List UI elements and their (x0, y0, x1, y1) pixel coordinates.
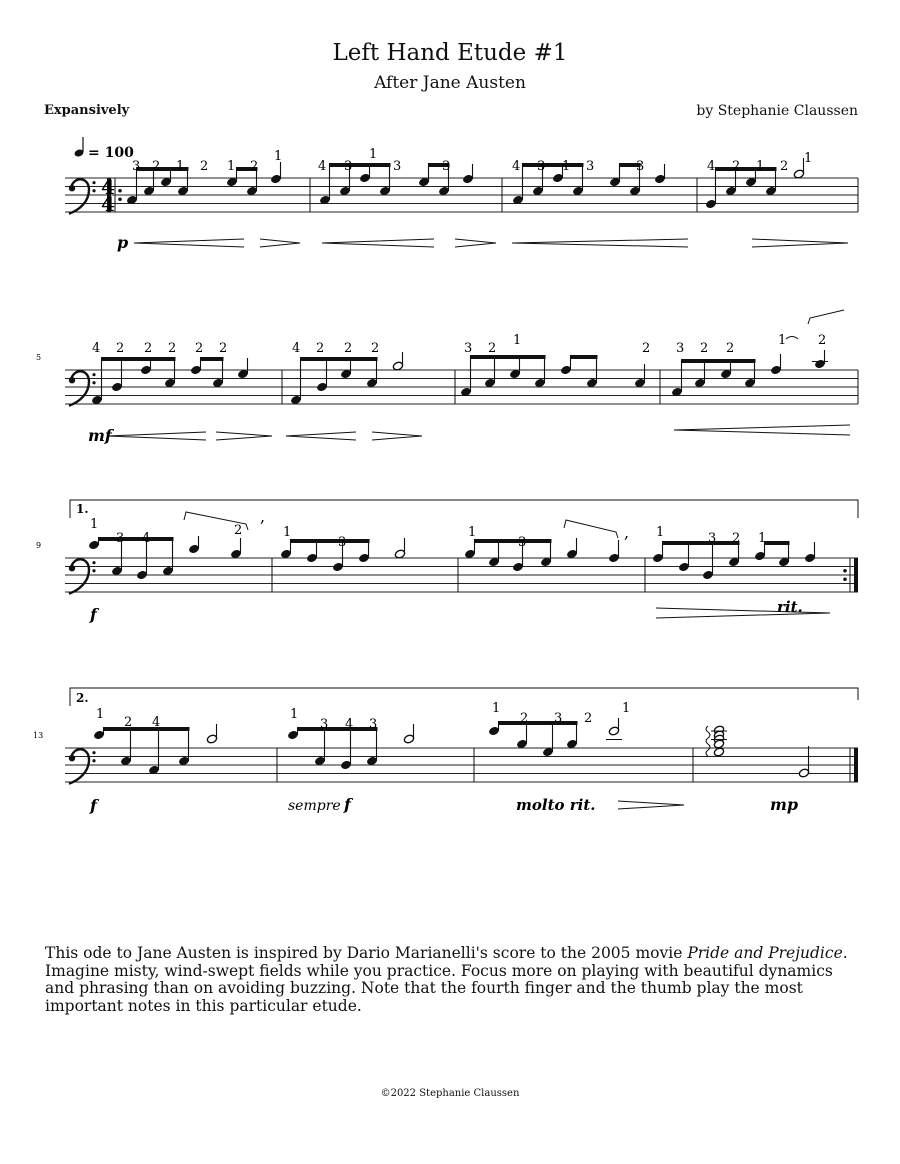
beam (715, 167, 777, 171)
fingering-number: 1 (274, 149, 283, 164)
repeat-end-thick (854, 558, 858, 592)
fingering-number: 1 (283, 525, 292, 540)
bass-clef-icon (69, 371, 96, 405)
beam (522, 163, 584, 167)
bass-clef-icon (69, 179, 96, 213)
beam (764, 541, 790, 545)
fingering-number: 3 (369, 717, 378, 732)
decrescendo-hairpin (618, 801, 684, 809)
fingering-number: 3 (676, 341, 685, 356)
fingering-number: 4 (512, 159, 521, 174)
dynamic-f: f (90, 796, 97, 815)
decrescendo-hairpin (455, 239, 496, 247)
fingering-number: 3 (518, 535, 527, 550)
fingering-number: 1 (176, 159, 185, 174)
fingering-number: 2 (195, 341, 204, 356)
volta-label-second: 2. (76, 691, 89, 705)
fingering-number: 2 (732, 159, 741, 174)
copyright: ©2022 Stephanie Claussen (380, 1088, 520, 1099)
barlines (107, 178, 858, 782)
fingering-number: 2 (250, 159, 259, 174)
fingering-number: 3 (442, 159, 451, 174)
dynamic-sempre-word: sempre (288, 798, 341, 814)
fingering-number: 3 (636, 159, 645, 174)
repeat-dot (843, 577, 847, 581)
fingering-number: 1 (758, 531, 767, 546)
fingering-number: 4 (142, 531, 151, 546)
decrescendo-hairpin (372, 432, 422, 440)
fingering-number: 3 (116, 531, 125, 546)
notes (88, 158, 844, 778)
composer-credit: by Stephanie Claussen (696, 103, 858, 119)
fingering-number: 3 (586, 159, 595, 174)
fingering-number: 2 (234, 523, 243, 538)
fingering-number: 4 (345, 717, 354, 732)
measure-number: 13 (33, 731, 44, 740)
piece-title: Left Hand Etude #1 (332, 40, 568, 66)
crescendo-hairpin (674, 425, 850, 435)
volta-bracket-second (70, 688, 858, 706)
fingering-number: 1 (562, 159, 571, 174)
decrescendo-hairpin (216, 432, 272, 440)
fingering-number: 3 (464, 341, 473, 356)
fingering-number: 1 (492, 701, 501, 716)
repeat-dot (118, 197, 122, 201)
film-title: Pride and Prejudice (687, 944, 843, 962)
hairpins (108, 239, 850, 809)
fingering-number: 2 (144, 341, 153, 356)
volta-label-first: 1. (76, 502, 89, 516)
fingering-number: 1 (756, 159, 765, 174)
fingering-number: 2 (344, 341, 353, 356)
beam (662, 541, 740, 545)
beam (297, 727, 378, 731)
fingering-number: 2 (371, 341, 380, 356)
fingering-number: 3 (708, 531, 717, 546)
beam (474, 539, 552, 543)
notes-text: This ode to Jane Austen is inspired by Dario Marianelli's score to the 2005 movie (45, 944, 688, 962)
fingering-number: 1 (804, 151, 813, 166)
crescendo-hairpin (108, 432, 206, 440)
beam (329, 163, 391, 167)
beam (681, 359, 756, 363)
time-signature (101, 175, 115, 216)
fingering-number: 4 (292, 341, 301, 356)
fingering-number: 1 (290, 707, 299, 722)
fingering-number: 3 (537, 159, 546, 174)
dynamic-mf: mf (88, 426, 112, 445)
fingering-number: 3 (554, 711, 563, 726)
decrescendo-hairpin (260, 239, 300, 247)
fingering-number: 1 (656, 525, 665, 540)
fingering-number: 2 (219, 341, 228, 356)
breath-mark: , (624, 523, 630, 542)
tempo-marking: Expansively (44, 103, 130, 118)
crescendo-hairpin (322, 239, 434, 247)
fingering-number: 1 (778, 333, 787, 348)
fingering-number: 2 (200, 159, 209, 174)
arpeggio-icon (706, 726, 710, 756)
fingering-number: 2 (520, 711, 529, 726)
beam (570, 355, 598, 359)
measure-number: 9 (36, 541, 42, 550)
fingering-number: 2 (168, 341, 177, 356)
fingering-number: 1 (96, 707, 105, 722)
dynamic-f: f (90, 605, 97, 624)
fingering-number: 1 (468, 525, 477, 540)
fingering-number: 1 (227, 159, 236, 174)
decrescendo-hairpin (656, 608, 830, 618)
slur (786, 337, 798, 340)
crescendo-hairpin (134, 239, 244, 247)
metronome-value: = 100 (88, 145, 134, 161)
decrescendo-hairpin (752, 239, 848, 247)
bass-clef-icon (69, 559, 96, 593)
beam (470, 355, 546, 359)
crescendo-hairpin (286, 432, 356, 440)
beam (98, 537, 174, 541)
breath-mark: , (260, 507, 266, 526)
fingering-number: 2 (726, 341, 735, 356)
metronome-mark (74, 137, 135, 161)
fingering-number: 1 (90, 517, 99, 532)
volta-bracket-first (70, 500, 858, 518)
fingering-number: 2 (700, 341, 709, 356)
beam (103, 727, 190, 731)
fingering-number: 2 (316, 341, 325, 356)
fingering-number: 1 (369, 147, 378, 162)
fingering-number: 3 (320, 717, 329, 732)
rit-marking: rit. (777, 598, 803, 616)
fingering-number: 3 (344, 159, 353, 174)
beams (98, 163, 790, 731)
measure-number: 5 (36, 353, 42, 362)
fingering-number: 4 (152, 715, 161, 730)
phrase-bracket (564, 520, 618, 538)
fingering-number: 1 (622, 701, 631, 716)
time-signature-top: 4 (101, 175, 115, 199)
fingering-number: 2 (488, 341, 497, 356)
fingering-number: 2 (584, 711, 593, 726)
fingering-number: 2 (732, 531, 741, 546)
staff-lines (65, 178, 858, 782)
fingering-number: 3 (338, 535, 347, 550)
beam (290, 539, 370, 543)
notes-text: . Imagine misty, wind-swept fields while you practice. Focus more on playing with beautiful dynamics and phrasing than on avoiding buzzing. Note that the fourth finger and the thumb play the most important notes in this particular etude. (45, 944, 848, 1015)
fingering-number: 3 (393, 159, 402, 174)
dynamic-p: p (117, 233, 129, 252)
fingering-number: 2 (642, 341, 651, 356)
time-signature-bottom: 4 (101, 192, 115, 216)
fingering-number: 2 (152, 159, 161, 174)
fingering-number: 1 (513, 333, 522, 348)
fingering-number: 2 (818, 333, 827, 348)
fingering-number: 4 (92, 341, 101, 356)
beam (300, 357, 378, 361)
dynamic-sempre-f: f (344, 795, 351, 814)
fingering-number: 3 (132, 159, 141, 174)
fingering-number: 4 (318, 159, 327, 174)
molto-rit-marking: molto rit. (516, 796, 596, 814)
beam (101, 357, 176, 361)
piece-subtitle: After Jane Austen (374, 73, 526, 93)
final-bar-thick (854, 748, 858, 782)
bass-clef-icon (69, 749, 96, 783)
dynamic-mp: mp (770, 795, 799, 814)
fingering-number: 2 (780, 159, 789, 174)
beam (200, 357, 224, 361)
fingering-number: 4 (707, 159, 716, 174)
phrase-bracket (808, 310, 844, 324)
fingering-number: 2 (124, 715, 133, 730)
repeat-dot (843, 569, 847, 573)
beam (498, 721, 578, 725)
crescendo-hairpin (512, 239, 688, 247)
performance-notes (45, 945, 860, 1015)
fingering-number: 2 (116, 341, 125, 356)
repeat-dot (118, 189, 122, 193)
